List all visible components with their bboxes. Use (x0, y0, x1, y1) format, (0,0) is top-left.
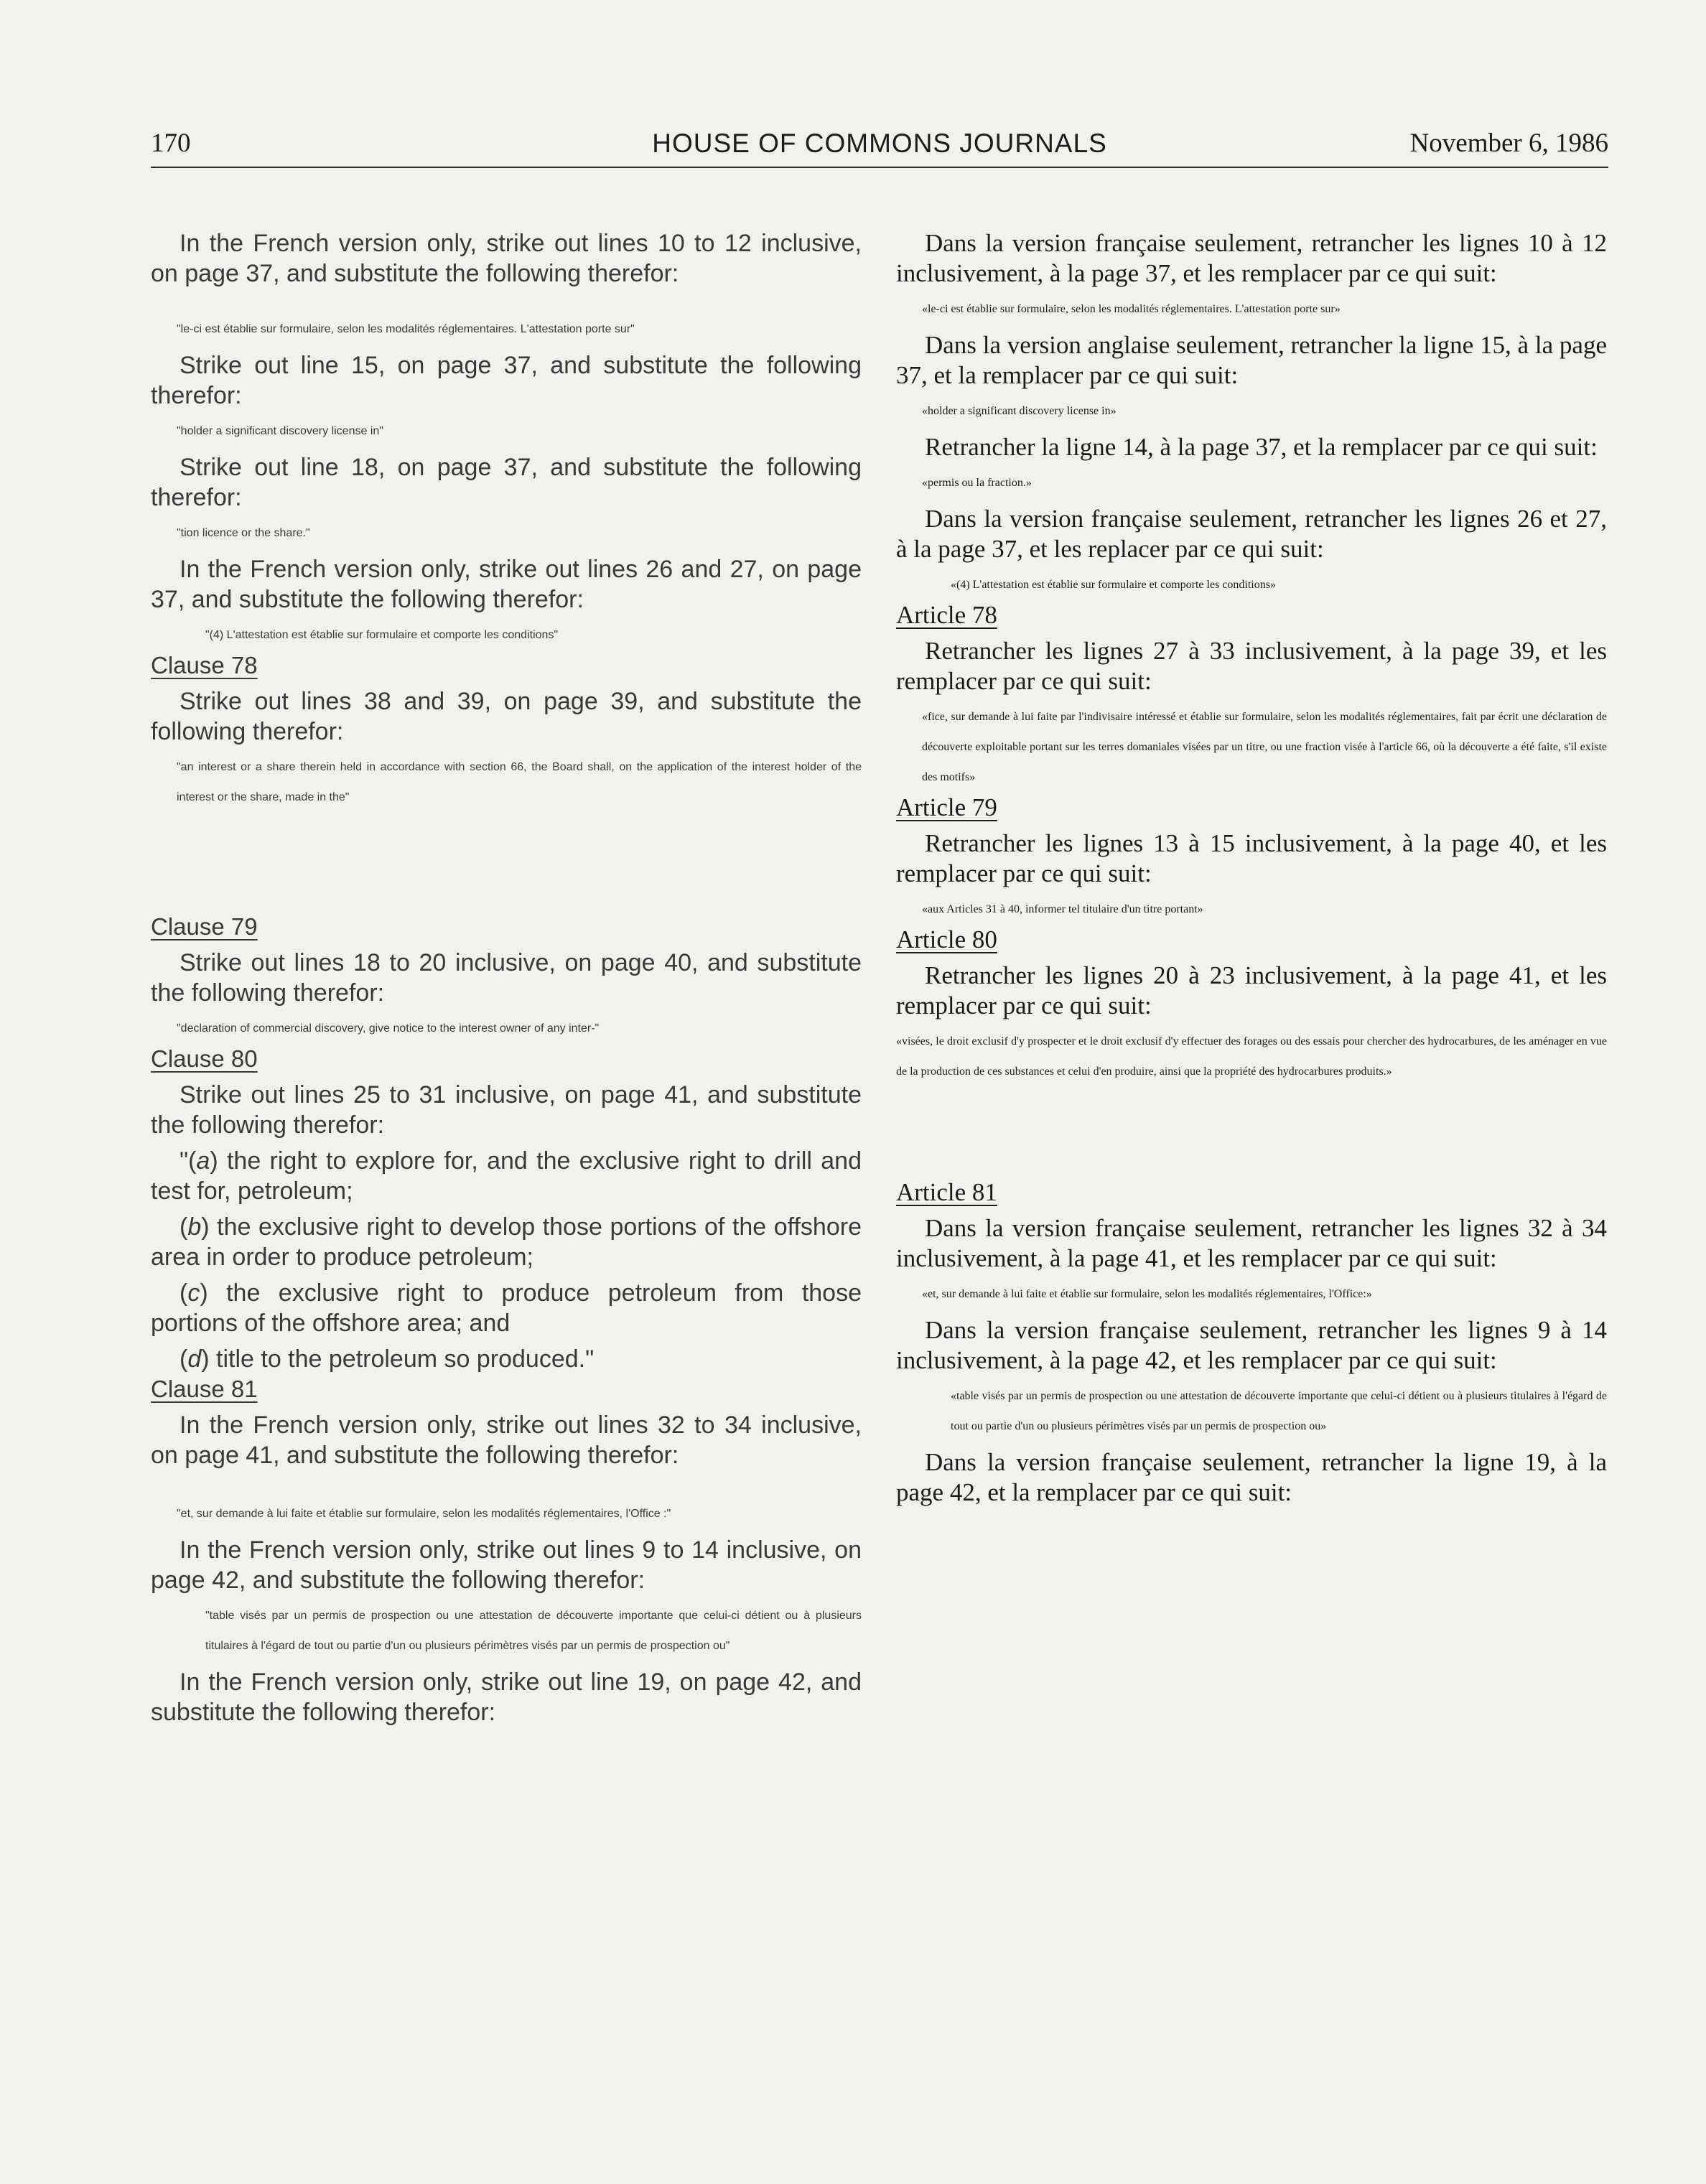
article-heading: Article 80 (896, 925, 997, 953)
quoted-amendment: "declaration of commercial discovery, give notice to the interest owner of any inter-" (177, 1022, 600, 1035)
quoted-amendment: «permis ou la fraction.» (922, 477, 1032, 489)
page-number: 170 (151, 129, 191, 158)
quoted-amendment: «le-ci est établie sur formulaire, selon les modalités réglementaires. L'attestation porte sur» (922, 303, 1341, 315)
instruction-paragraph: In the French version only, strike out lines 32 to 34 inclusive, on page 41, and substitute the following therefor: (151, 1411, 862, 1469)
quote-open: "( (180, 1147, 197, 1175)
clause-heading: Clause 80 (151, 1045, 258, 1072)
item-open: ( (180, 1213, 188, 1241)
journal-title: HOUSE OF COMMONS JOURNALS (652, 129, 1107, 158)
instruction-paragraph: Dans la version française seulement, retrancher les lignes 9 à 14 inclusivement, à la page 42, et les remplacer par ce qui suit: (896, 1316, 1607, 1374)
quoted-amendment (151, 1146, 862, 1206)
instruction-paragraph: In the French version only, strike out line 19, on page 42, and substitute the following therefor: (151, 1669, 862, 1726)
instruction-paragraph: Strike out line 15, on page 37, and substitute the following therefor: (151, 352, 862, 409)
instruction-paragraph: Dans la version française seulement, retrancher la ligne 19, à la page 42, et la remplacer par ce qui suit: (896, 1448, 1607, 1506)
instruction-paragraph: In the French version only, strike out lines 9 to 14 inclusive, on page 42, and substitute the following therefor: (151, 1536, 862, 1594)
quoted-amendment (151, 1212, 862, 1272)
item-letter: a (196, 1147, 210, 1175)
quoted-amendment: "table visés par un permis de prospection ou une attestation de découverte importante que celui-ci détient ou à plusieurs titulaires à l'égard de tout ou partie d'un ou plusieurs périmètres visés par un permis de prospection ou" (205, 1610, 862, 1652)
instruction-paragraph: Retrancher la ligne 14, à la page 37, et la remplacer par ce qui suit: (925, 433, 1598, 461)
item-open: ( (180, 1345, 188, 1373)
item-letter: c (187, 1279, 200, 1307)
quoted-amendment (151, 1278, 862, 1338)
french-column (896, 228, 1607, 1508)
instruction-paragraph: Dans la version française seulement, retrancher les lignes 10 à 12 inclusivement, à la page 37, et les remplacer par ce qui suit: (896, 229, 1607, 287)
instruction-paragraph: Dans la version française seulement, retrancher les lignes 26 et 27, à la page 37, et les replacer par ce qui suit: (896, 505, 1607, 563)
item-letter: d (187, 1345, 202, 1373)
english-column (151, 228, 862, 1727)
instruction-paragraph: Strike out lines 38 and 39, on page 39, and substitute the following therefor: (151, 688, 862, 745)
quoted-amendment: «fice, sur demande à lui faite par l'indivisaire intéressé et établie sur formulaire, selon les modalités réglementaires, fait par écrit une déclaration de découverte exploitable portant sur les terres domaniales visées par un titre, ou une fraction visée à l'article 66, où la découverte a été faite, s'il existe des motifs» (922, 711, 1607, 783)
item-text: ) title to the petroleum so produced." (201, 1345, 595, 1373)
instruction-paragraph: In the French version only, strike out lines 26 and 27, on page 37, and substitute the following therefor: (151, 556, 862, 613)
clause-heading: Clause 79 (151, 913, 258, 940)
quoted-amendment: «(4) L'attestation est établie sur formulaire et comporte les conditions» (951, 579, 1276, 591)
quoted-amendment: «holder a significant discovery license in» (922, 405, 1117, 417)
clause-heading: Clause 81 (151, 1376, 258, 1402)
quoted-amendment: «aux Articles 31 à 40, informer tel titulaire d'un titre portant» (922, 903, 1203, 915)
instruction-paragraph: Dans la version anglaise seulement, retrancher la ligne 15, à la page 37, et la remplacer par ce qui suit: (896, 331, 1607, 389)
instruction-paragraph: Strike out lines 25 to 31 inclusive, on page 41, and substitute the following therefor: (151, 1081, 862, 1139)
quoted-amendment: «visées, le droit exclusif d'y prospecter et le droit exclusif d'y effectuer des forages ou des essais pour chercher des hydrocarbures, de les aménager en vue de la production de ces substances et celui d'en produire, ainsi que la propriété des hydrocarbures produits.» (896, 1035, 1607, 1078)
header-date: November 6, 1986 (1409, 129, 1608, 158)
instruction-paragraph: Retrancher les lignes 27 à 33 inclusivement, à la page 39, et les remplacer par ce qui suit: (896, 637, 1607, 695)
item-text: ) the exclusive right to produce petroleum from those portions of the offshore area; and (151, 1279, 862, 1337)
article-heading: Article 79 (896, 793, 997, 821)
clause-heading: Clause 78 (151, 652, 258, 678)
instruction-paragraph: Retrancher les lignes 20 à 23 inclusivement, à la page 41, et les remplacer par ce qui suit: (896, 961, 1607, 1019)
instruction-paragraph: Retrancher les lignes 13 à 15 inclusivement, à la page 40, et les remplacer par ce qui suit: (896, 829, 1607, 887)
instruction-paragraph: Strike out line 18, on page 37, and substitute the following therefor: (151, 454, 862, 511)
quoted-amendment: "le-ci est établie sur formulaire, selon les modalités réglementaires. L'attestation porte sur" (177, 323, 635, 335)
item-open: ( (180, 1279, 188, 1307)
quoted-amendment: «et, sur demande à lui faite et établie sur formulaire, selon les modalités réglementaires, l'Office:» (922, 1288, 1372, 1300)
quoted-amendment: "an interest or a share therein held in accordance with section 66, the Board shall, on the application of the interest holder of the interest or the share, made in the" (177, 761, 862, 803)
quoted-amendment: "holder a significant discovery license in" (177, 425, 383, 437)
article-heading: Article 78 (896, 601, 997, 629)
quoted-amendment: "et, sur demande à lui faite et établie sur formulaire, selon les modalités réglementaires, l'Office :" (177, 1508, 671, 1520)
quoted-amendment (151, 1344, 862, 1374)
instruction-paragraph: Strike out lines 18 to 20 inclusive, on page 40, and substitute the following therefor: (151, 949, 862, 1007)
quoted-amendment: «table visés par un permis de prospection ou une attestation de découverte importante que celui-ci détient ou à plusieurs titulaires à l'égard de tout ou partie d'un ou plusieurs périmètres visés par un permis de prospection ou» (951, 1390, 1607, 1432)
article-heading: Article 81 (896, 1178, 997, 1206)
instruction-paragraph: In the French version only, strike out lines 10 to 12 inclusive, on page 37, and substitute the following therefor: (151, 230, 862, 287)
quoted-amendment: "tion licence or the share." (177, 527, 310, 539)
instruction-paragraph: Dans la version française seulement, retrancher les lignes 32 à 34 inclusivement, à la page 41, et les remplacer par ce qui suit: (896, 1214, 1607, 1272)
item-text: ) the exclusive right to develop those portions of the offshore area in order to produce petroleum; (151, 1213, 862, 1271)
item-letter: b (187, 1213, 202, 1241)
running-header (151, 123, 1608, 168)
quoted-amendment: "(4) L'attestation est établie sur formulaire et comporte les conditions" (205, 629, 559, 641)
item-text: ) the right to explore for, and the exclusive right to drill and test for, petroleum; (151, 1147, 862, 1205)
